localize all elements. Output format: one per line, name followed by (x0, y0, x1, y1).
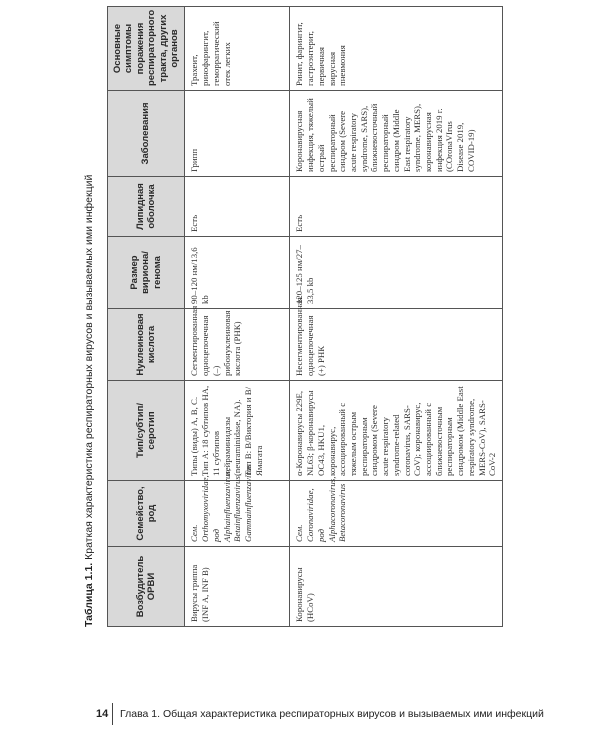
cell-diseases: Грипп (185, 91, 290, 177)
table-caption-text: Краткая характеристика респираторных вирусов и вызываемых ими инфекций (83, 174, 95, 563)
rotated-page-content (75, 7, 515, 627)
cell-type: α-Коронавирусы 229E, NL63; β-коронавирусы OC43, HKU1, коронавирус, ассоциированный с тяжелым острым респираторным синдромом (Severe acute respiratory syndrome-related coronavirus, SARS-CoV); коронавирус, ассоциированный с ближневосточным респираторным синдромом (Middle East respiratory syndrome, MERS-CoV), SARS-CoV-2 (290, 381, 503, 481)
cell-type: Типы (виды) A, B, C. Тип A: 18 субтипов HA, 11 субтипов нейраминидазы (neuraminidase, NA). Тип B: B/Виктория и B/Ямагата (185, 381, 290, 481)
header-size: Размер вириона/генома (108, 237, 185, 309)
cell-lipid-envelope: Есть (185, 177, 290, 237)
table-caption-label: Таблица 1.1. (83, 562, 95, 627)
cell-lipid-envelope: Есть (290, 177, 503, 237)
cell-pathogen: Вирусы гриппа (INF A, INF B) (185, 547, 290, 627)
cell-diseases: Коронавирусная инфекция, тяжелый острый респираторный синдром (Severe acute respiratory syndrome, SARS), ближневосточный респираторный синдром (Middle East respiratory syndrome, MERS), коронавирусная инфекция 2019 г. (COronaVIrus Disease 2019, COVID-19) (290, 91, 503, 177)
cell-nucleic-acid: Несегментированная одноцепочечная (+) РНК (290, 309, 503, 381)
header-diseases: Заболевания (108, 91, 185, 177)
header-pathogen: Возбудитель ОРВИ (108, 547, 185, 627)
cell-family: Сем. Orthomyxoviridae, род Alphainfluenzavirus, Betainfluenzavirus, Gammainfluenzavirus (185, 481, 290, 547)
page-number: 14 (96, 708, 109, 720)
virus-characteristics-table (107, 6, 503, 627)
cell-symptoms: Ринит, фарингит, гастроэнтерит, первичная вирусная пневмония (290, 7, 503, 91)
cell-size: 120–125 нм/27–33,5 kb (290, 237, 503, 309)
table-row (185, 7, 290, 627)
footer-divider (112, 703, 113, 725)
cell-family: Сем. Coronaviridae, род Alphacoronavirus, Betacoronavirus (290, 481, 503, 547)
header-nucleic-acid: Нуклеиновая кислота (108, 309, 185, 381)
cell-size: 90–120 нм/13,6 kb (185, 237, 290, 309)
header-symptoms: Основные симптомы поражения респираторного тракта, других органов (108, 7, 185, 91)
table-caption (83, 7, 95, 627)
header-type: Тип/субтип/серотип (108, 381, 185, 481)
cell-symptoms: Трахеит, ринофарингит, геморрагический отек легких (185, 7, 290, 91)
table-row (290, 7, 503, 627)
cell-nucleic-acid: Сегментированная одноцепочечная (–) рибонуклеиновая кислота (РНК) (185, 309, 290, 381)
chapter-running-title: Глава 1. Общая характеристика респираторных вирусов и вызываемых ими инфекций (120, 708, 544, 720)
header-lipid-envelope: Липидная оболочка (108, 177, 185, 237)
cell-pathogen: Коронавирусы (HCoV) (290, 547, 503, 627)
table-header-row (108, 7, 185, 627)
header-family: Семейство, род (108, 481, 185, 547)
